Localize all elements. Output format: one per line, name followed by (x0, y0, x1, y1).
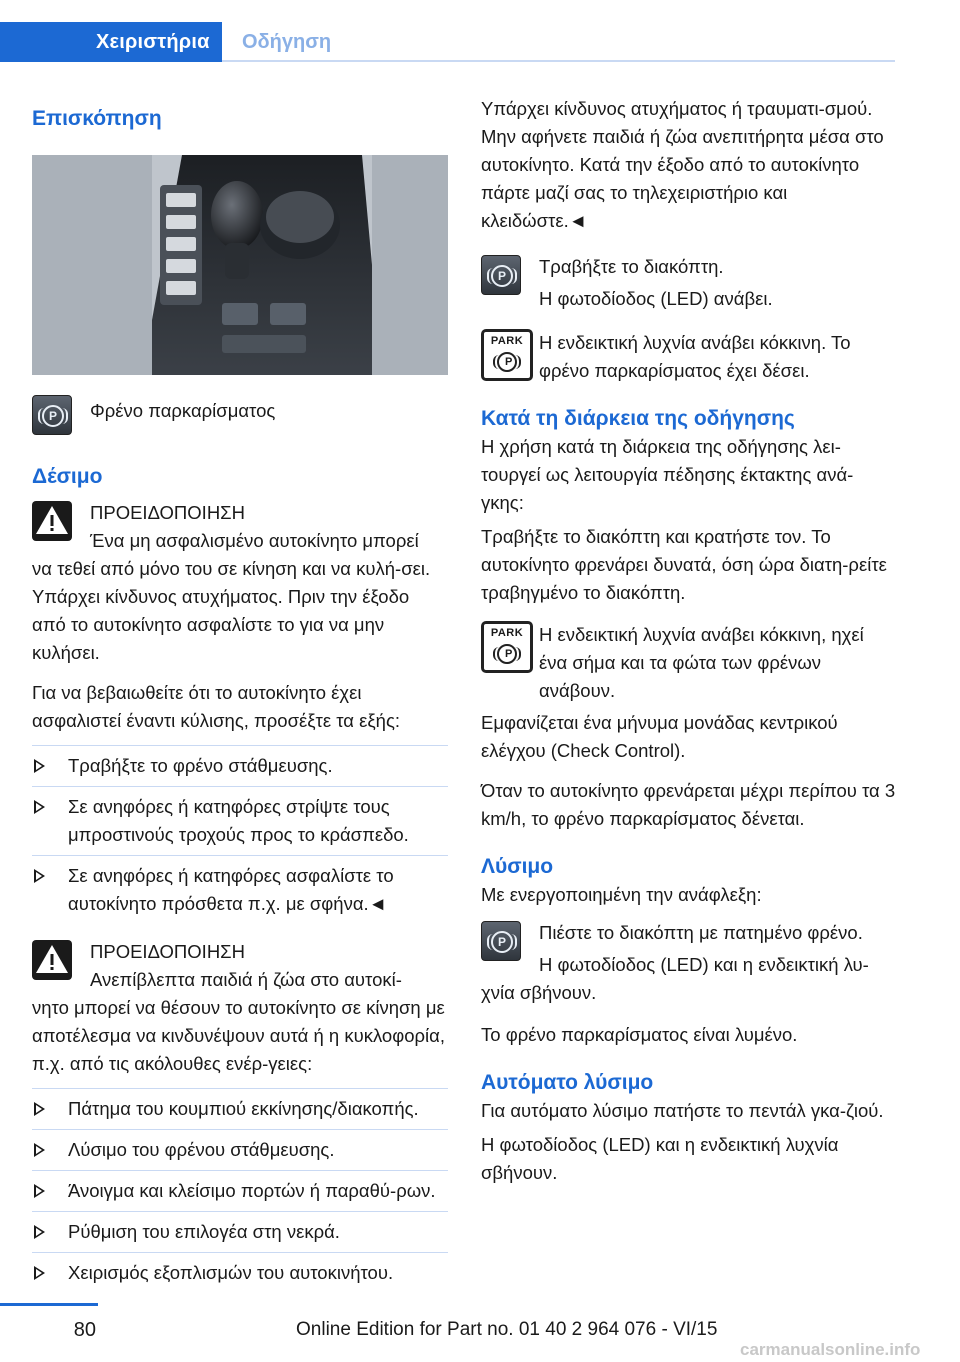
photo-caption-row (32, 393, 448, 449)
parking-brake-icon: P (481, 921, 521, 961)
auto-led-off-text: Η φωτοδίοδος (LED) και η ενδεικτική λυχνία σβήνουν. (481, 1134, 839, 1183)
left-column (32, 95, 448, 1293)
page-number: 80 (73, 1319, 96, 1341)
locking-heading: Δέσιμο (32, 465, 103, 488)
warning-2-line1: Ανεπίβλεπτα παιδιά ή ζώα στο αυτοκί- (90, 969, 402, 990)
warning-1-text: να τεθεί από μόνο του σε κίνηση και να κυλή-σει. Υπάρχει κίνδυνος ατυχήματος. Πριν την έξοδο από το αυτοκίνητο ασφαλίστε το για να μην κυλήσει. (32, 558, 431, 663)
edition-text: Online Edition for Part no. 01 40 2 964 076 - VI/15 (296, 1319, 718, 1340)
park-indicator-icon: PARK P (481, 621, 533, 673)
bullet-list-1 (32, 745, 448, 924)
pull-hold-text: Τραβήξτε το διακόπτη και κρατήστε τον. Το αυτοκίνητο φρενάρει δυνατά, όση ώρα διατη-ρείτε τραβηγμένο το διακόπτη. (481, 526, 887, 603)
press-switch-row (481, 919, 896, 979)
tab-divider (222, 60, 895, 62)
park-light-row (481, 329, 896, 385)
photo-caption: Φρένο παρκαρίσματος (90, 400, 276, 421)
bullet-list-2 (32, 1088, 448, 1293)
driving-text: Η χρήση κατά τη διάρκεια της οδήγησης λει-τουργεί ως λειτουργία πέδησης έκτακτης ανά-γκης: (481, 436, 854, 513)
press-switch-text: Πιέστε το διακόπτη με πατημένο φρένο. (539, 922, 863, 943)
red-light-text: Η ενδεικτική λυχνία ανάβει κόκκινη. Το φρένο παρκαρίσματος έχει δέσει. (539, 332, 851, 381)
continued-warning-text: Υπάρχει κίνδυνος ατυχήματος ή τραυματι-σμού. Μην αφήνετε παιδιά ή ζώα ανεπιτήρητα μέσα στο αυτοκίνητο. Κατά την έξοδο από το αυτοκίνητο πάρτε μαζί σας το τηλεχειριστήριο και κλειδώστε.◄ (481, 98, 884, 231)
led-on-text: Η φωτοδίοδος (LED) ανάβει. (539, 288, 773, 309)
right-column (481, 95, 896, 1187)
tab-controls[interactable]: Χειριστήρια (0, 22, 222, 62)
pull-switch-text: Τραβήξτε το διακόπτη. (539, 256, 724, 277)
warning-icon (32, 501, 72, 541)
brake-released-text: Το φρένο παρκαρίσματος είναι λυμένο. (481, 1024, 798, 1045)
auto-release-text: Για αυτόματο λύσιμο πατήστε το πεντάλ γκα-ζιού. (481, 1100, 884, 1121)
ignition-text: Με ενεργοποιημένη την ανάφλεξη: (481, 884, 762, 905)
overview-heading: Επισκόπηση (32, 107, 162, 130)
footer-rule (0, 1303, 98, 1306)
list-item: Άνοιγμα και κλείσιμο πορτών ή παραθύ-ρων. (32, 1171, 448, 1212)
park-indicator-icon: PARK P (481, 329, 533, 381)
list-item: Χειρισμός εξοπλισμών του αυτοκινήτου. (32, 1253, 448, 1293)
warning-1 (32, 499, 448, 555)
warning-2 (32, 938, 448, 994)
tab-driving[interactable]: Οδήγηση (242, 31, 332, 53)
led-off-line1: Η φωτοδίοδος (LED) και η ενδεικτική λυ- (539, 954, 869, 975)
list-item: Ρύθμιση του επιλογέα στη νεκρά. (32, 1212, 448, 1253)
list-item: Λύσιμο του φρένου στάθμευσης. (32, 1130, 448, 1171)
list-item: Πάτημα του κουμπιού εκκίνησης/διακοπής. (32, 1088, 448, 1130)
warning-2-label: ΠΡΟΕΙΔΟΠΟΙΗΣΗ (90, 941, 245, 962)
park-sound-row (481, 621, 896, 705)
auto-engage-text: Όταν το αυτοκίνητο φρενάρεται μέχρι περίπου τα 3 km/h, το φρένο παρκαρίσματος δένεται. (481, 780, 896, 829)
parking-brake-icon: P (481, 255, 521, 295)
warning-2-text: νητο μπορεί να θέσουν το αυτοκίνητο σε κίνηση με αποτέλεσμα να κινδυνέψουν αυτά ή η κυκλοφορία, π.χ. από τις ακόλουθες ενέρ-γειες: (32, 997, 445, 1074)
list-item: Σε ανηφόρες ή κατηφόρες ασφαλίστε το αυτοκίνητο πρόσθετα π.χ. με σφήνα.◄ (32, 856, 448, 924)
list-item: Τραβήξτε το φρένο στάθμευσης. (32, 745, 448, 787)
ensure-text: Για να βεβαιωθείτε ότι το αυτοκίνητο έχει ασφαλιστεί έναντι κύλισης, προσέξτε τα εξής: (32, 682, 400, 731)
console-illustration (32, 155, 448, 375)
console-photo (32, 155, 448, 375)
warning-1-line1: Ένα μη ασφαλισμένο αυτοκίνητο μπορεί (90, 530, 419, 551)
auto-release-heading: Αυτόματο λύσιμο (481, 1071, 654, 1094)
release-heading: Λύσιμο (481, 855, 554, 878)
list-item: Σε ανηφόρες ή κατηφόρες στρίψτε τους μπροστινούς τροχούς προς το κράσπεδο. (32, 787, 448, 856)
warning-1-label: ΠΡΟΕΙΔΟΠΟΙΗΣΗ (90, 502, 245, 523)
watermark: carmanualsonline.info (740, 1340, 921, 1359)
header-tabs (0, 0, 895, 62)
warning-icon (32, 940, 72, 980)
parking-brake-icon: P (32, 395, 72, 435)
red-sound-text: Η ενδεικτική λυχνία ανάβει κόκκινη, ηχεί ένα σήμα και τα φώτα των φρένων ανάβουν. (539, 624, 864, 701)
driving-heading: Κατά τη διάρκεια της οδήγησης (481, 407, 795, 430)
led-off-text: χνία σβήνουν. (481, 982, 597, 1003)
pull-switch-row (481, 253, 896, 313)
check-control-text: Εμφανίζεται ένα μήνυμα μονάδας κεντρικού ελέγχου (Check Control). (481, 712, 838, 761)
